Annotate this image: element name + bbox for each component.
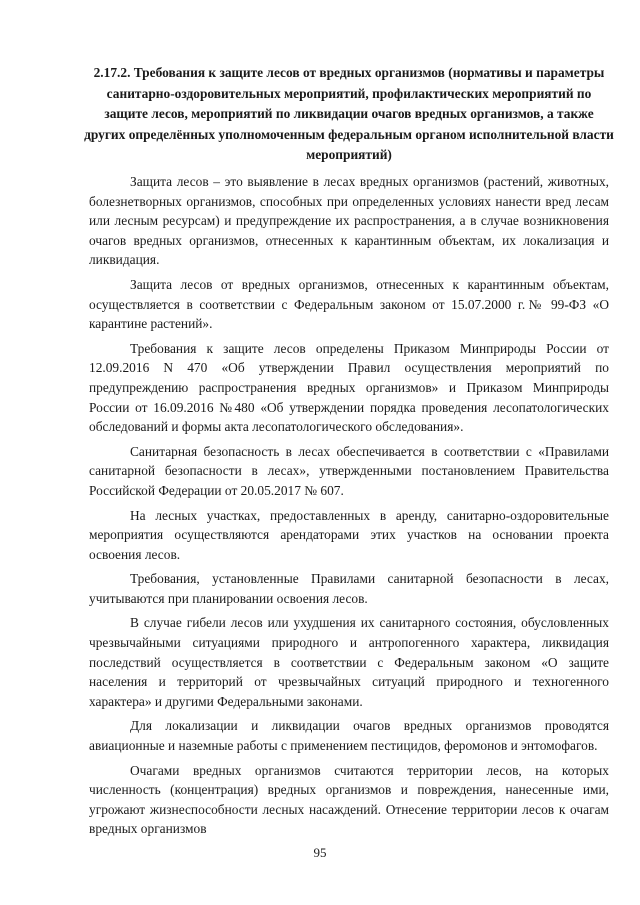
paragraph-6: Требования, установленные Правилами санитарной безопасности в лесах, учитываются при планировании освоения лесов. <box>89 571 609 606</box>
paragraph-8: Для локализации и ликвидации очагов вредных организмов проводятся авиационные и наземные работы с применением пестицидов, феромонов и энтомофагов. <box>89 718 609 754</box>
section-heading: 2.17.2. Требования к защите лесов от вредных организмов (нормативы и параметры санитарно-оздоровительных мероприятий, профилактических мероприятий по защите лесов, мероприятий по ликвидации очагов вредных организмов, а также других определённых уполномоченным федеральным органом исполнительной власти мероприятий) <box>84 65 614 163</box>
paragraph-3: Требования к защите лесов определены Приказом Минприроды России от 12.09.2016 N 470 «Об утверждении Правил осуществления мероприятий по предупреждению распространения вредных организмов» и Приказом Минприроды России от 16.09.2016 №480 «Об утверждении порядка проведения лесопатологических обследований и формы акта лесопатологического обследования». <box>89 340 609 435</box>
page-number: 95 <box>313 845 327 860</box>
paragraph-9: Очагами вредных организмов считаются территории лесов, на которых численность (концентрация) вредных организмов и повреждения, нанесенные ими, угрожают жизнеспособности лесных насаждений. Отнесение территории лесов к очагам вредных организмов <box>89 762 609 837</box>
document-body <box>89 172 609 844</box>
paragraph-7: В случае гибели лесов или ухудшения их санитарного состояния, обусловленных чрезвычайными ситуациями природного и антропогенного характера, ликвидация последствий осуществляется в соответствии с Федеральным законом «О защите населения и территорий от чрезвычайных ситуаций природного и техногенного характера» и другими Федеральными законами. <box>89 615 609 709</box>
paragraph-4: Санитарная безопасность в лесах обеспечивается в соответствии с «Правилами санитарной безопасности в лесах», утвержденными постановлением Правительства Российской Федерации от 20.05.2017 № 607. <box>89 443 609 498</box>
paragraph-5: На лесных участках, предоставленных в аренду, санитарно-оздоровительные мероприятия осуществляются арендаторами этих участков на основании проекта освоения лесов. <box>89 507 609 562</box>
paragraph-1: Защита лесов – это выявление в лесах вредных организмов (растений, животных, болезнетворных организмов, способных при определенных условиях нанести вред лесам или лесным ресурсам) и предупреждение их распространения, а в случае возникновения очагов вредных организмов, отнесенных к карантинным объектам, их локализация и ликвидация. <box>89 174 609 268</box>
paragraph-2: Защита лесов от вредных организмов, отнесенных к карантинным объектам, осуществляется в соответствии с Федеральным законом от 15.07.2000 г.№ 99-ФЗ «О карантине растений». <box>89 276 609 332</box>
